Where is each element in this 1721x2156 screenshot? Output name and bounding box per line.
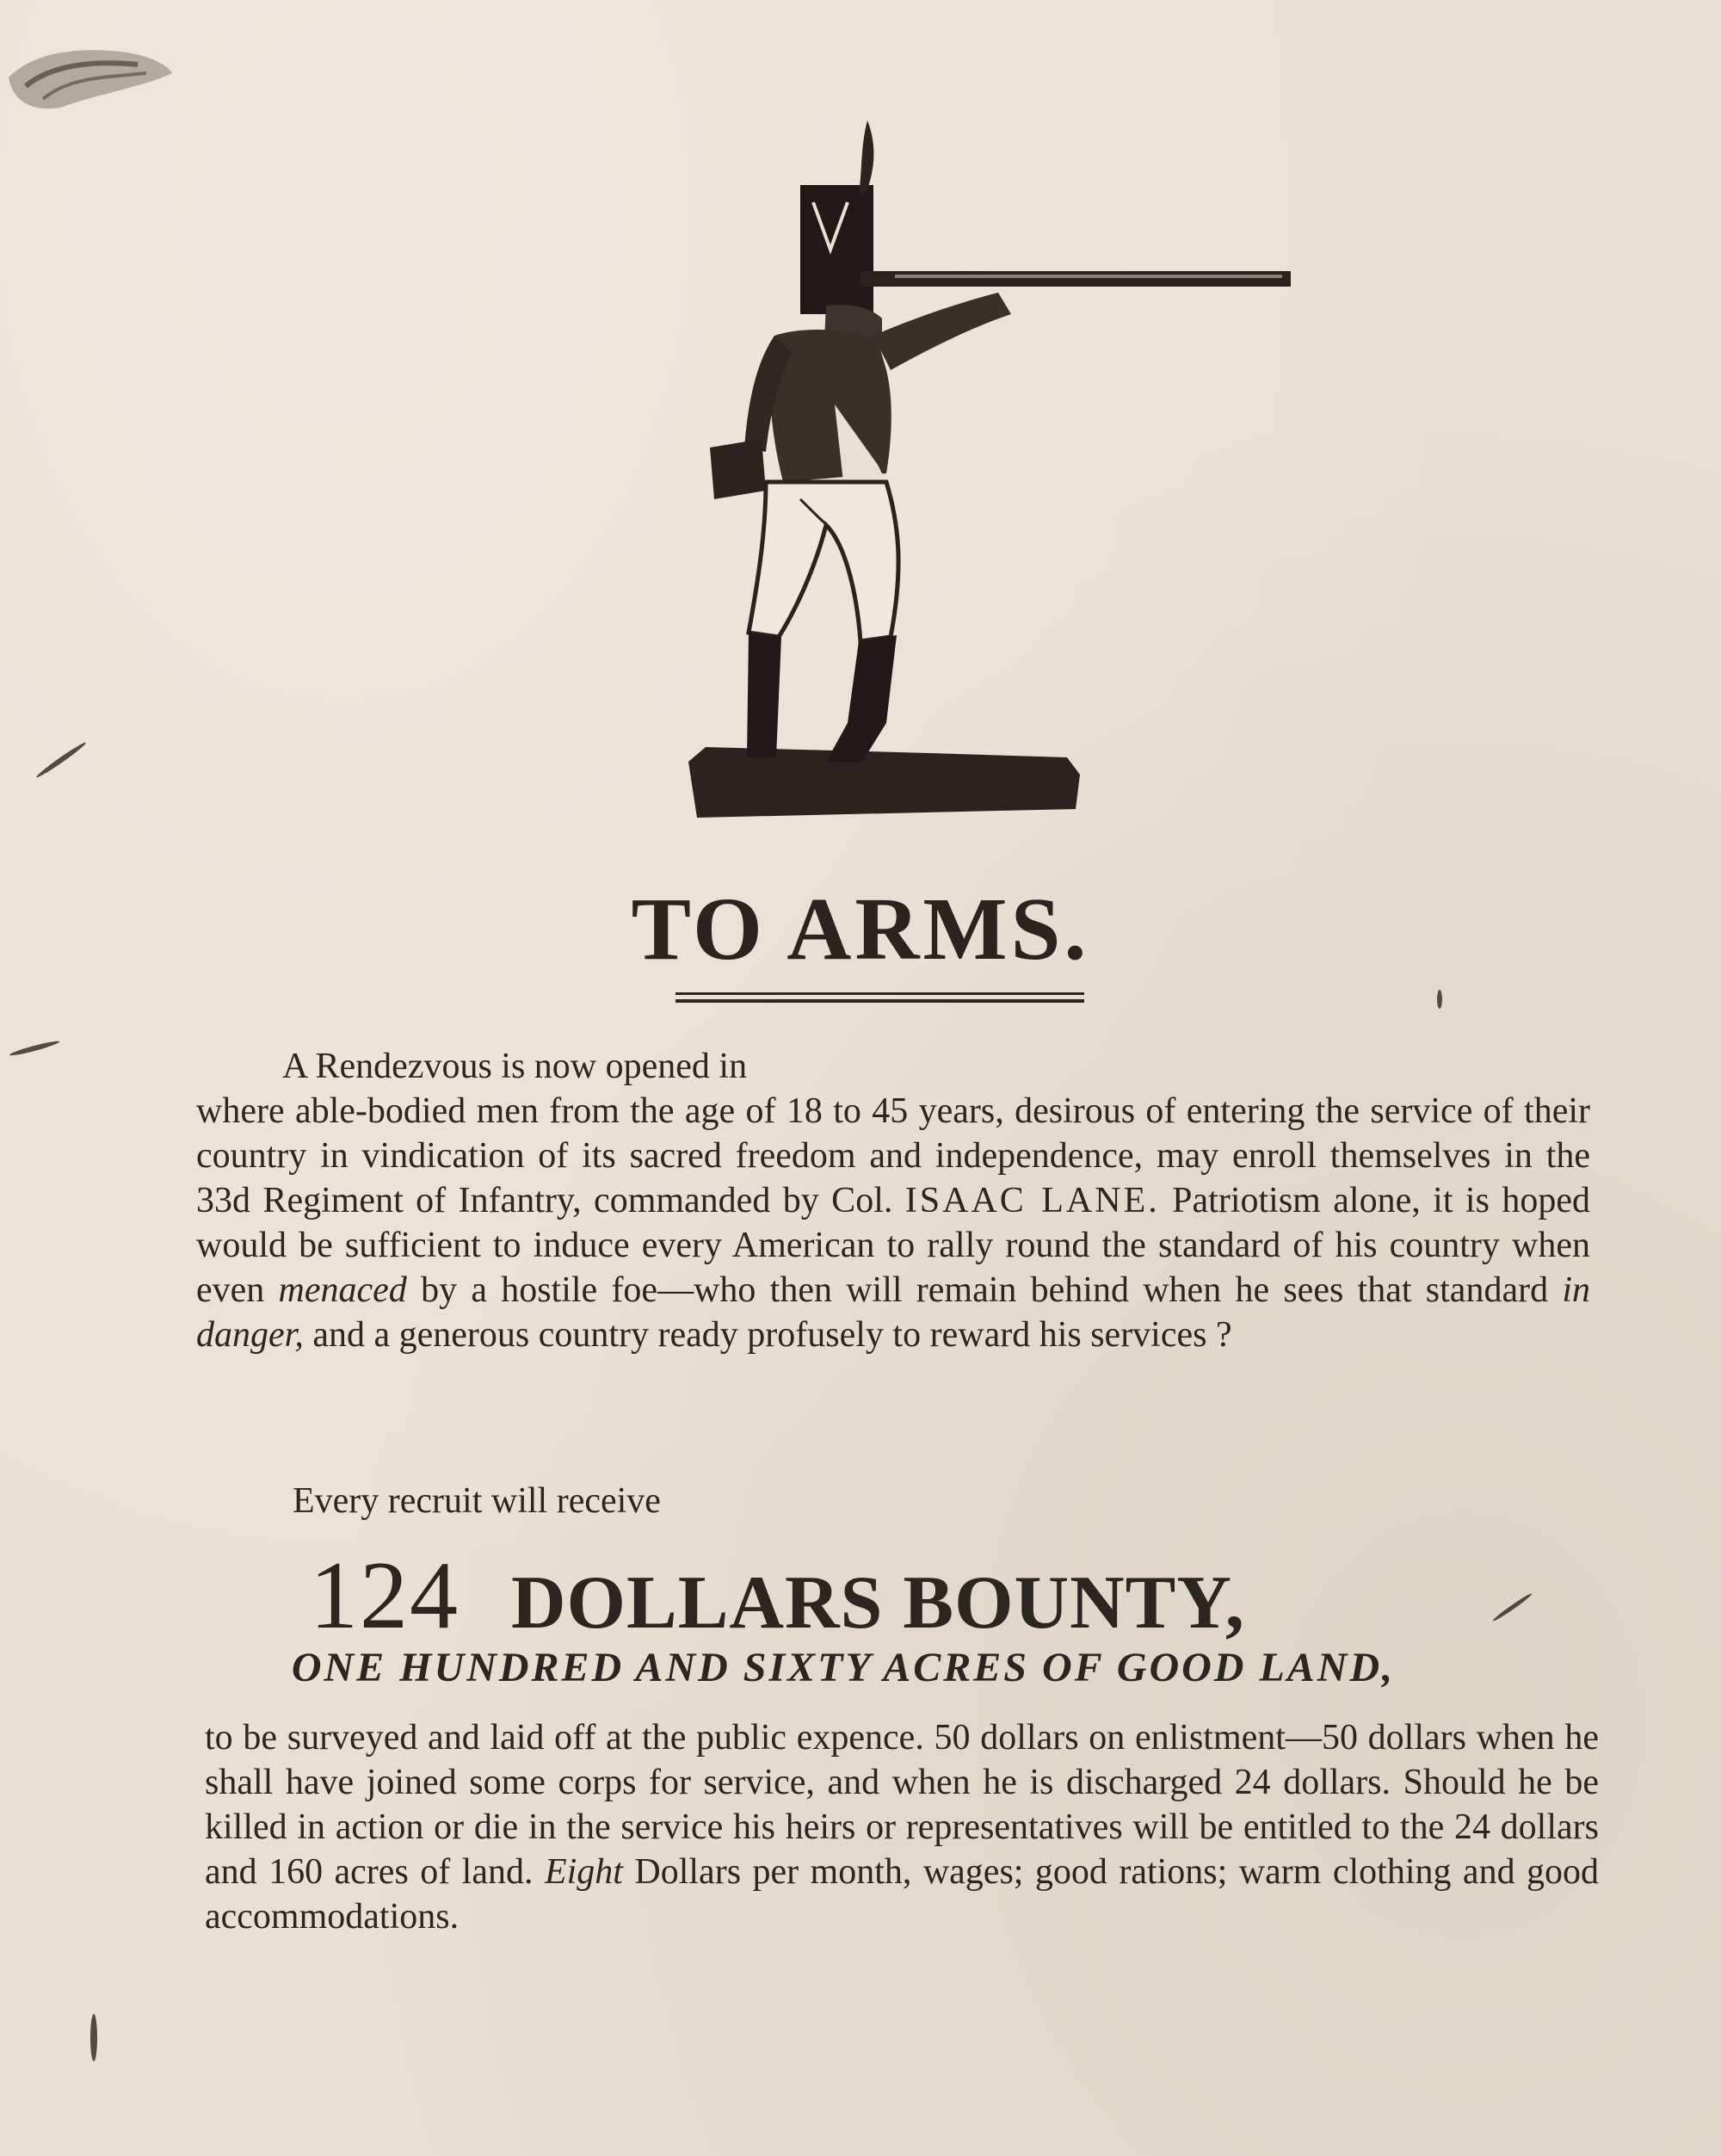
ink-smudge-mark	[0, 26, 181, 120]
recruit-receive-line: Every recruit will receive	[293, 1481, 661, 1521]
paragraph-text: and a generous country ready profusely to reward his services ?	[312, 1315, 1232, 1355]
ink-speck	[90, 2014, 97, 2061]
rule-line-top	[675, 992, 1084, 995]
rendezvous-lead: A Rendezvous is now opened in	[282, 1047, 748, 1086]
bounty-label: DOLLARS BOUNTY,	[511, 1561, 1245, 1645]
emphasis-menaced: menaced	[278, 1270, 407, 1310]
bounty-amount: 124	[310, 1542, 460, 1649]
ink-speck	[1437, 990, 1442, 1009]
emphasis-eight: Eight	[544, 1852, 623, 1892]
headline-double-rule	[675, 992, 1084, 1004]
emphasis-in-danger: in danger,	[196, 1270, 1590, 1355]
bounty-line	[310, 1541, 1245, 1652]
land-grant-line: ONE HUNDRED AND SIXTY ACRES OF GOOD LAND,	[291, 1645, 1396, 1690]
paragraph-text: Patriotism alone, it is hoped would be sufficient to induce every American to rally round the standard of his country when even	[196, 1181, 1591, 1310]
ink-speck	[9, 1039, 60, 1057]
recruitment-paragraph	[196, 1044, 1590, 1357]
terms-text: Dollars per month, wages; good rations; warm clothing and good accommodations.	[205, 1852, 1600, 1937]
terms-paragraph	[205, 1715, 1599, 1939]
terms-text: to be surveyed and laid off at the public expence. 50 dollars on enlistment—50 dollars when he shall have joined some corps for service, and when he is discharged 24 dollars. Should he be killed in action or die in the service his heirs or representatives will be entitled to the 24 dollars and 160 acres of land.	[205, 1718, 1599, 1892]
commander-name: ISAAC LANE.	[904, 1181, 1160, 1220]
paragraph-text: where able-bodied men from the age of 18 to 45 years, desirous of entering the service of their country in vindication of its sacred freedom and independence, may enroll themselves in the 33d Regiment of Infantry, commanded by Col.	[196, 1091, 1590, 1220]
ink-speck	[35, 740, 88, 779]
ink-speck	[1492, 1592, 1533, 1623]
rule-line-bottom	[675, 999, 1084, 1003]
poster-headline: TO ARMS.	[631, 880, 1090, 979]
paragraph-text: by a hostile foe—who then will remain behind when he sees that standard	[421, 1270, 1549, 1310]
soldier-woodcut-illustration	[671, 120, 1291, 826]
